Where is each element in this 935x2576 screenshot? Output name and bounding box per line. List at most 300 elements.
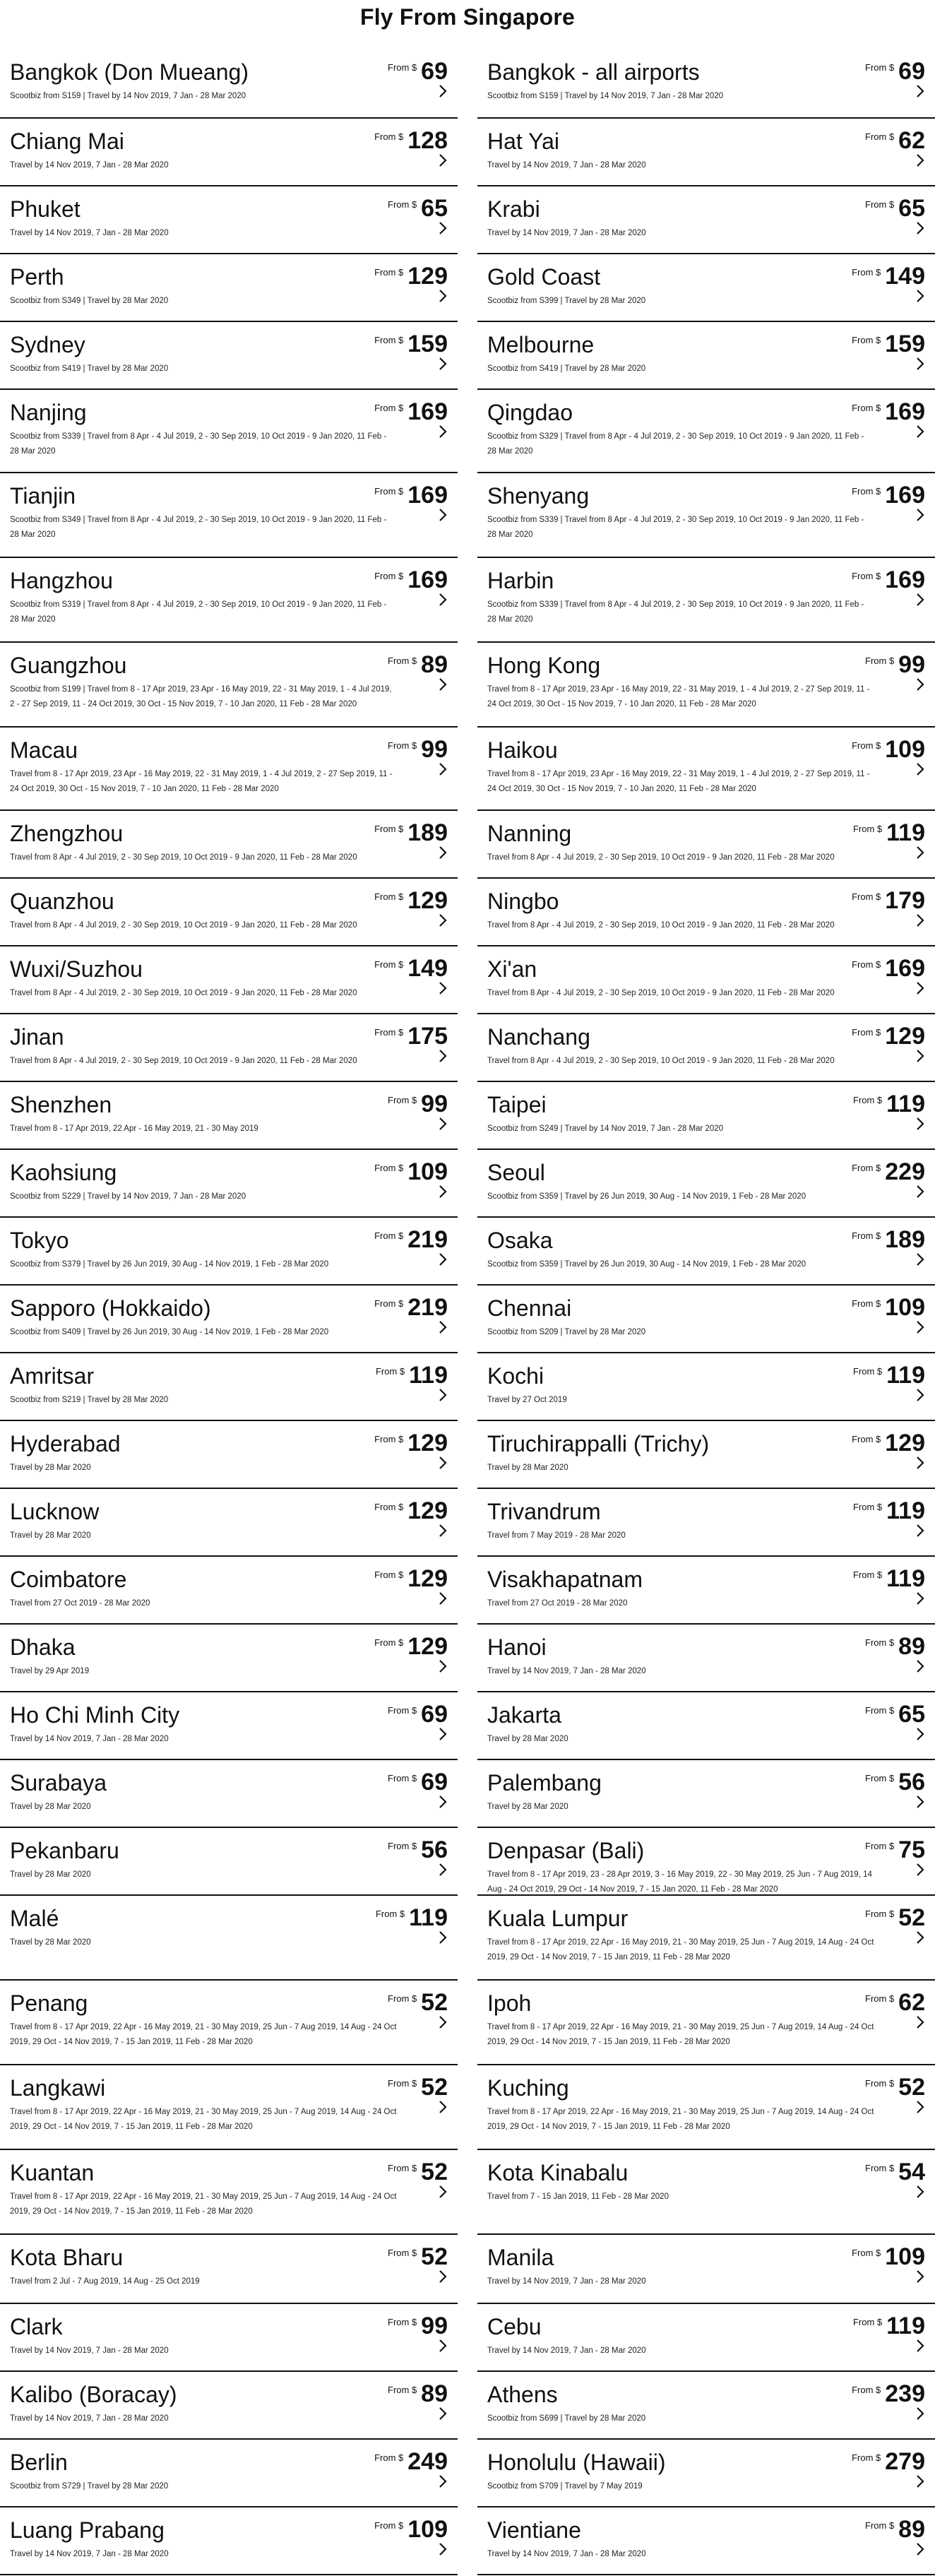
from-label: From $: [374, 1434, 404, 1444]
chevron-right-icon[interactable]: [438, 1862, 448, 1877]
destination-card[interactable]: [477, 2150, 935, 2235]
destination-name[interactable]: Nanning: [487, 821, 572, 846]
destination-card[interactable]: [477, 1557, 935, 1625]
destination-name[interactable]: Hyderabad: [10, 1431, 121, 1456]
destination-name[interactable]: Langkawi: [10, 2075, 106, 2101]
destination-card[interactable]: [477, 1218, 935, 1286]
destination-card[interactable]: [477, 1981, 935, 2065]
chevron-right-icon[interactable]: [438, 2541, 448, 2557]
destination-card[interactable]: [477, 1828, 935, 1896]
destination-name[interactable]: Lucknow: [10, 1499, 100, 1524]
destination-name[interactable]: Sapporo (Hokkaido): [10, 1295, 211, 1321]
destination-card[interactable]: [0, 643, 458, 728]
destination-card[interactable]: [477, 322, 935, 390]
chevron-right-icon[interactable]: [915, 1387, 925, 1403]
price-value: 52: [421, 2243, 448, 2270]
from-label: From $: [374, 571, 404, 581]
destination-name[interactable]: Manila: [487, 2245, 554, 2270]
destination-name[interactable]: Shenyang: [487, 483, 590, 509]
price-value: 279: [885, 2448, 925, 2475]
destination-name[interactable]: Tokyo: [10, 1228, 69, 1253]
chevron-right-icon[interactable]: [438, 592, 448, 607]
destination-name[interactable]: Zhengzhou: [10, 821, 124, 846]
destination-name[interactable]: Trivandrum: [487, 1499, 601, 1524]
destination-card[interactable]: [0, 322, 458, 390]
destination-name[interactable]: Nanchang: [487, 1024, 590, 1050]
destination-card[interactable]: [477, 390, 935, 473]
price-value: 99: [898, 651, 925, 678]
destination-name[interactable]: Haikou: [487, 737, 558, 763]
destination-name[interactable]: Kuala Lumpur: [487, 1906, 629, 1931]
destination-name[interactable]: Osaka: [487, 1228, 553, 1253]
chevron-right-icon[interactable]: [915, 1116, 925, 1132]
price-block: [374, 886, 448, 915]
destination-card[interactable]: [477, 1014, 935, 1082]
destination-card[interactable]: [477, 1421, 935, 1489]
destination-card[interactable]: [0, 1353, 458, 1421]
chevron-right-icon[interactable]: [915, 1319, 925, 1335]
destination-name[interactable]: Denpasar (Bali): [487, 1838, 645, 1863]
from-label: From $: [374, 1298, 404, 1309]
destination-name[interactable]: Jinan: [10, 1024, 64, 1050]
destination-card[interactable]: [0, 1828, 458, 1896]
from-label: From $: [374, 335, 404, 345]
travel-details: Scootbiz from S339 | Travel from 8 Apr - 4 Jul 2019, 2 - 30 Sep 2019, 10 Oct 2019 - 9 Jan 2020, 11 Feb - 28 Mar 2020: [487, 516, 864, 539]
price-value: 189: [407, 819, 448, 846]
destination-name[interactable]: Pekanbaru: [10, 1838, 119, 1863]
price-value: 128: [407, 127, 448, 154]
chevron-right-icon[interactable]: [438, 845, 448, 860]
destination-name[interactable]: Coimbatore: [10, 1567, 127, 1592]
destination-card[interactable]: [477, 1625, 935, 1692]
chevron-right-icon[interactable]: [438, 2474, 448, 2489]
destination-card[interactable]: [477, 1286, 935, 1353]
chevron-right-icon[interactable]: [915, 1862, 925, 1877]
price-value: 119: [409, 1904, 448, 1931]
from-label: From $: [852, 2248, 881, 2258]
from-label: From $: [374, 1569, 404, 1580]
destination-name[interactable]: Sydney: [10, 332, 85, 357]
destination-name[interactable]: Guangzhou: [10, 653, 127, 678]
destination-card[interactable]: [477, 2372, 935, 2440]
destination-card[interactable]: [477, 2304, 935, 2372]
destination-card[interactable]: [0, 1150, 458, 1218]
destination-name[interactable]: Berlin: [10, 2450, 68, 2475]
destination-name[interactable]: Chennai: [487, 1295, 572, 1321]
chevron-right-icon[interactable]: [915, 153, 925, 168]
chevron-right-icon[interactable]: [915, 2269, 925, 2284]
destination-name[interactable]: Ho Chi Minh City: [10, 1702, 180, 1728]
destination-name[interactable]: Seoul: [487, 1160, 545, 1185]
destination-card[interactable]: [0, 49, 458, 119]
travel-details: Travel by 28 Mar 2020: [10, 1531, 91, 1540]
destination-card[interactable]: [477, 2065, 935, 2150]
chevron-right-icon[interactable]: [915, 1930, 925, 1945]
from-label: From $: [852, 1569, 883, 1580]
destination-name[interactable]: Honolulu (Hawaii): [487, 2450, 666, 2475]
chevron-right-icon[interactable]: [438, 153, 448, 168]
destination-name[interactable]: Gold Coast: [487, 264, 601, 290]
travel-details: Scootbiz from S329 | Travel from 8 Apr - 4 Jul 2019, 2 - 30 Sep 2019, 10 Oct 2019 - 9 Jan 2020, 11 Feb - 28 Mar 2020: [487, 432, 864, 456]
destination-card[interactable]: [0, 728, 458, 811]
destination-name[interactable]: Kota Kinabalu: [487, 2160, 629, 2185]
price-block: [388, 1089, 448, 1119]
destination-card[interactable]: [0, 2235, 458, 2304]
destination-card[interactable]: [0, 1625, 458, 1692]
chevron-right-icon[interactable]: [438, 1658, 448, 1674]
from-label: From $: [374, 403, 404, 413]
chevron-right-icon[interactable]: [915, 1523, 925, 1538]
price-value: 99: [421, 2313, 448, 2339]
chevron-right-icon[interactable]: [438, 424, 448, 439]
destination-card[interactable]: [477, 2235, 935, 2304]
destination-name[interactable]: Taipei: [487, 1092, 547, 1117]
travel-details: Travel by 14 Nov 2019, 7 Jan - 28 Mar 2020: [10, 2346, 169, 2355]
from-label: From $: [852, 824, 883, 834]
destination-card[interactable]: [0, 1218, 458, 1286]
from-label: From $: [852, 486, 881, 497]
price-block: [865, 1632, 925, 1661]
chevron-right-icon[interactable]: [438, 2014, 448, 2030]
destination-card[interactable]: [477, 473, 935, 558]
travel-details: Scootbiz from S359 | Travel by 26 Jun 2019, 30 Aug - 14 Nov 2019, 1 Feb - 28 Mar 2020: [487, 1260, 806, 1269]
price-value: 219: [407, 1294, 448, 1321]
destination-card[interactable]: [0, 2440, 458, 2507]
destination-name[interactable]: Tianjin: [10, 483, 76, 509]
travel-details: Travel from 8 - 17 Apr 2019, 22 Apr - 16 May 2019, 21 - 30 May 2019, 25 Jun - 7 Aug 2019, 14 Aug - 24 Oct 2019, 29 Oct - 14 Nov 2019, 7 - 15 Jan 2019, 11 Feb - 28 Mar 2020: [10, 2192, 397, 2216]
destination-name[interactable]: Chiang Mai: [10, 129, 124, 154]
travel-details: Travel by 28 Mar 2020: [487, 1464, 568, 1472]
from-label: From $: [865, 1773, 895, 1783]
destination-card[interactable]: [0, 186, 458, 254]
destination-card[interactable]: [0, 879, 458, 946]
chevron-right-icon[interactable]: [915, 2338, 925, 2354]
destination-name[interactable]: Kaohsiung: [10, 1160, 117, 1185]
destination-name[interactable]: Dhaka: [10, 1634, 76, 1660]
chevron-right-icon[interactable]: [915, 220, 925, 236]
travel-details: Scootbiz from S379 | Travel by 26 Jun 2019, 30 Aug - 14 Nov 2019, 1 Feb - 28 Mar 2020: [10, 1260, 329, 1269]
chevron-right-icon[interactable]: [438, 288, 448, 304]
chevron-right-icon[interactable]: [915, 1184, 925, 1199]
chevron-right-icon[interactable]: [438, 1794, 448, 1810]
destination-card[interactable]: [477, 1692, 935, 1760]
price-block: [865, 57, 925, 86]
travel-details: Travel from 2 Jul - 7 Aug 2019, 14 Aug - 25 Oct 2019: [10, 2277, 200, 2286]
chevron-right-icon[interactable]: [915, 1455, 925, 1471]
destination-name[interactable]: Malé: [10, 1906, 59, 1931]
price-value: 129: [885, 1430, 925, 1456]
destination-card[interactable]: [477, 2440, 935, 2507]
destination-name[interactable]: Wuxi/Suzhou: [10, 956, 143, 982]
chevron-right-icon[interactable]: [915, 2474, 925, 2489]
chevron-right-icon[interactable]: [915, 845, 925, 860]
destination-name[interactable]: Vientiane: [487, 2517, 581, 2543]
destination-card[interactable]: [477, 1489, 935, 1557]
chevron-right-icon[interactable]: [438, 1048, 448, 1064]
destination-name[interactable]: Ningbo: [487, 889, 559, 914]
from-label: From $: [852, 959, 881, 970]
destination-name[interactable]: Kuching: [487, 2075, 569, 2101]
destination-name[interactable]: Hat Yai: [487, 129, 559, 154]
destination-name[interactable]: Shenzhen: [10, 1092, 112, 1117]
chevron-right-icon[interactable]: [915, 2406, 925, 2421]
destination-card[interactable]: [0, 473, 458, 558]
price-value: 149: [885, 263, 925, 290]
chevron-right-icon[interactable]: [438, 1319, 448, 1335]
chevron-right-icon[interactable]: [915, 761, 925, 777]
destination-name[interactable]: Luang Prabang: [10, 2517, 165, 2543]
price-value: 169: [885, 955, 925, 982]
price-block: [374, 1564, 448, 1593]
destination-name[interactable]: Perth: [10, 264, 64, 290]
chevron-right-icon[interactable]: [915, 592, 925, 607]
destination-card[interactable]: [477, 558, 935, 643]
destination-name[interactable]: Phuket: [10, 196, 81, 222]
destination-card[interactable]: [477, 1353, 935, 1421]
destination-name[interactable]: Cebu: [487, 2314, 542, 2339]
price-value: 219: [407, 1226, 448, 1253]
chevron-right-icon[interactable]: [915, 2099, 925, 2115]
destination-card[interactable]: [0, 2304, 458, 2372]
price-value: 69: [421, 58, 448, 85]
from-label: From $: [388, 2248, 417, 2258]
destination-name[interactable]: Xi'an: [487, 956, 537, 982]
destination-card[interactable]: [0, 1760, 458, 1828]
destination-name[interactable]: Bangkok - all airports: [487, 59, 700, 85]
destination-name[interactable]: Visakhapatnam: [487, 1567, 643, 1592]
destination-card[interactable]: [0, 119, 458, 186]
price-block: [388, 1835, 448, 1865]
chevron-right-icon[interactable]: [438, 2099, 448, 2115]
destination-name[interactable]: Palembang: [487, 1770, 602, 1796]
travel-details: Travel from 8 - 17 Apr 2019, 23 - 28 Apr 2019, 3 - 16 May 2019, 22 - 30 May 2019, 25 Jun - 7 Aug 2019, 14 Aug - 24 Oct 2019, 29 Oct - 14 Nov 2019, 7 - 15 Jan 2020, 11 Feb - 28 Mar 2020: [487, 1870, 872, 1894]
price-block: [374, 261, 448, 291]
chevron-right-icon[interactable]: [438, 1252, 448, 1267]
destination-name[interactable]: Hangzhou: [10, 568, 113, 593]
chevron-right-icon[interactable]: [438, 980, 448, 996]
destination-name[interactable]: Kalibo (Boracay): [10, 2382, 177, 2407]
chevron-right-icon[interactable]: [438, 2406, 448, 2421]
chevron-right-icon[interactable]: [915, 424, 925, 439]
travel-details: Travel from 8 - 17 Apr 2019, 23 Apr - 16 May 2019, 22 - 31 May 2019, 1 - 4 Jul 2019, 2 - 27 Sep 2019, 11 - 24 Oct 2019, 30 Oct - 15 Nov 2019, 7 - 10 Jan 2020, 11 Feb - 28 Mar 2020: [10, 770, 393, 793]
travel-details: Travel by 14 Nov 2019, 7 Jan - 28 Mar 2020: [487, 229, 646, 237]
travel-details: Travel from 8 Apr - 4 Jul 2019, 2 - 30 Sep 2019, 10 Oct 2019 - 9 Jan 2020, 11 Feb - 28 Mar 2020: [10, 921, 357, 930]
price-block: [374, 1293, 448, 1322]
chevron-right-icon[interactable]: [438, 1591, 448, 1606]
travel-details: Scootbiz from S419 | Travel by 28 Mar 2020: [487, 364, 646, 373]
from-label: From $: [852, 1230, 881, 1241]
chevron-right-icon[interactable]: [915, 83, 925, 99]
price-value: 109: [407, 1158, 448, 1185]
travel-details: Travel by 29 Apr 2019: [10, 1667, 90, 1675]
travel-details: Travel by 14 Nov 2019, 7 Jan - 28 Mar 2020: [487, 2346, 646, 2355]
chevron-right-icon[interactable]: [915, 1591, 925, 1606]
price-value: 65: [421, 195, 448, 222]
from-label: From $: [852, 2317, 883, 2327]
destination-name[interactable]: Ipoh: [487, 1990, 532, 2016]
chevron-right-icon[interactable]: [915, 1726, 925, 1742]
price-block: [865, 1988, 925, 2017]
destination-card[interactable]: [477, 186, 935, 254]
destination-name[interactable]: Qingdao: [487, 400, 573, 425]
destination-card[interactable]: [0, 2507, 458, 2575]
from-label: From $: [388, 1841, 417, 1851]
destination-name[interactable]: Amritsar: [10, 1363, 95, 1389]
chevron-right-icon[interactable]: [915, 288, 925, 304]
chevron-right-icon[interactable]: [438, 1726, 448, 1742]
destination-name[interactable]: Kuantan: [10, 2160, 95, 2185]
chevron-right-icon[interactable]: [915, 2184, 925, 2200]
from-label: From $: [865, 655, 895, 666]
travel-details: Scootbiz from S339 | Travel from 8 Apr - 4 Jul 2019, 2 - 30 Sep 2019, 10 Oct 2019 - 9 Jan 2020, 11 Feb - 28 Mar 2020: [10, 432, 387, 456]
chevron-right-icon[interactable]: [438, 1523, 448, 1538]
chevron-right-icon[interactable]: [438, 83, 448, 99]
from-label: From $: [374, 1637, 404, 1648]
chevron-right-icon[interactable]: [438, 2269, 448, 2284]
destination-name[interactable]: Jakarta: [487, 1702, 561, 1728]
price-block: [388, 2311, 448, 2341]
destination-card[interactable]: [477, 49, 935, 119]
chevron-right-icon[interactable]: [438, 1116, 448, 1132]
destination-name[interactable]: Surabaya: [10, 1770, 107, 1796]
destination-card[interactable]: [0, 1896, 458, 1981]
price-value: 52: [421, 2159, 448, 2185]
chevron-right-icon[interactable]: [438, 1930, 448, 1945]
destination-card[interactable]: [477, 2507, 935, 2575]
destination-name[interactable]: Kochi: [487, 1363, 544, 1389]
destination-grid: [0, 49, 935, 2575]
price-value: 52: [898, 2074, 925, 2101]
chevron-right-icon[interactable]: [915, 677, 925, 692]
from-label: From $: [852, 335, 881, 345]
chevron-right-icon[interactable]: [915, 1252, 925, 1267]
from-label: From $: [865, 1637, 895, 1648]
chevron-right-icon[interactable]: [915, 507, 925, 523]
destination-card[interactable]: [0, 1981, 458, 2065]
chevron-right-icon[interactable]: [915, 2014, 925, 2030]
destination-card[interactable]: [0, 254, 458, 322]
destination-name[interactable]: Melbourne: [487, 332, 595, 357]
travel-details: Travel from 8 Apr - 4 Jul 2019, 2 - 30 Sep 2019, 10 Oct 2019 - 9 Jan 2020, 11 Feb - 28 Mar 2020: [487, 921, 835, 930]
destination-card[interactable]: [0, 390, 458, 473]
travel-details: Travel from 8 - 17 Apr 2019, 22 Apr - 16 May 2019, 21 - 30 May 2019, 25 Jun - 7 Aug 2019, 14 Aug - 24 Oct 2019, 29 Oct - 14 Nov 2019, 7 - 15 Jan 2019, 11 Feb - 28 Mar 2020: [10, 2108, 397, 2131]
chevron-right-icon[interactable]: [915, 1048, 925, 1064]
destination-card[interactable]: [477, 946, 935, 1014]
destination-card[interactable]: [477, 879, 935, 946]
destination-card[interactable]: [477, 1150, 935, 1218]
destination-card[interactable]: [0, 1692, 458, 1760]
price-value: 129: [885, 1023, 925, 1050]
destination-name[interactable]: Bangkok (Don Mueang): [10, 59, 249, 85]
price-block: [852, 2379, 925, 2409]
from-label: From $: [865, 1705, 895, 1716]
chevron-right-icon[interactable]: [438, 1184, 448, 1199]
destination-card[interactable]: [477, 643, 935, 728]
from-label: From $: [865, 1993, 895, 2004]
destination-card[interactable]: [0, 946, 458, 1014]
destination-card[interactable]: [477, 811, 935, 879]
destination-card[interactable]: [0, 1014, 458, 1082]
destination-card[interactable]: [477, 254, 935, 322]
price-block: [852, 735, 925, 764]
destination-card[interactable]: [0, 558, 458, 643]
destination-name[interactable]: Clark: [10, 2314, 63, 2339]
chevron-right-icon[interactable]: [438, 913, 448, 928]
from-label: From $: [852, 1095, 883, 1105]
chevron-right-icon[interactable]: [438, 761, 448, 777]
destination-card[interactable]: [0, 1286, 458, 1353]
chevron-right-icon[interactable]: [438, 2338, 448, 2354]
destination-card[interactable]: [477, 1896, 935, 1981]
price-value: 159: [407, 331, 448, 357]
destination-card[interactable]: [0, 1421, 458, 1489]
destination-name[interactable]: Athens: [487, 2382, 558, 2407]
destination-name[interactable]: Hanoi: [487, 1634, 547, 1660]
chevron-right-icon[interactable]: [438, 220, 448, 236]
chevron-right-icon[interactable]: [915, 980, 925, 996]
chevron-right-icon[interactable]: [915, 913, 925, 928]
destination-name[interactable]: Tiruchirappalli (Trichy): [487, 1431, 710, 1456]
travel-details: Scootbiz from S709 | Travel by 7 May 2019: [487, 2482, 643, 2491]
chevron-right-icon[interactable]: [915, 1794, 925, 1810]
chevron-right-icon[interactable]: [915, 356, 925, 372]
destination-card[interactable]: [0, 811, 458, 879]
price-block: [852, 1428, 925, 1458]
chevron-right-icon[interactable]: [438, 356, 448, 372]
price-block: [374, 2515, 448, 2544]
destination-card[interactable]: [0, 1082, 458, 1150]
destination-name[interactable]: Penang: [10, 1990, 88, 2016]
destination-card[interactable]: [477, 1082, 935, 1150]
destination-name[interactable]: Krabi: [487, 196, 540, 222]
destination-name[interactable]: Macau: [10, 737, 78, 763]
travel-details: Scootbiz from S409 | Travel by 26 Jun 2019, 30 Aug - 14 Nov 2019, 1 Feb - 28 Mar 2020: [10, 1328, 329, 1336]
destination-name[interactable]: Hong Kong: [487, 653, 601, 678]
destination-name[interactable]: Nanjing: [10, 400, 87, 425]
destination-name[interactable]: Harbin: [487, 568, 554, 593]
destination-card[interactable]: [0, 1557, 458, 1625]
price-block: [388, 2157, 448, 2187]
destination-card[interactable]: [0, 2065, 458, 2150]
destination-name[interactable]: Kota Bharu: [10, 2245, 124, 2270]
price-value: 119: [886, 1565, 925, 1592]
chevron-right-icon[interactable]: [438, 2184, 448, 2200]
destination-card[interactable]: [0, 2150, 458, 2235]
price-value: 69: [898, 58, 925, 85]
destination-card[interactable]: [477, 728, 935, 811]
from-label: From $: [852, 1298, 881, 1309]
price-block: [388, 2072, 448, 2102]
travel-details: Travel by 14 Nov 2019, 7 Jan - 28 Mar 2020: [10, 2550, 169, 2558]
chevron-right-icon[interactable]: [915, 1658, 925, 1674]
destination-card[interactable]: [477, 1760, 935, 1828]
price-block: [865, 194, 925, 223]
destination-card[interactable]: [0, 1489, 458, 1557]
chevron-right-icon[interactable]: [438, 1455, 448, 1471]
price-value: 119: [409, 1362, 448, 1389]
chevron-right-icon[interactable]: [438, 677, 448, 692]
destination-card[interactable]: [477, 119, 935, 186]
price-value: 52: [421, 2074, 448, 2101]
travel-details: Scootbiz from S159 | Travel by 14 Nov 2019, 7 Jan - 28 Mar 2020: [487, 92, 724, 100]
chevron-right-icon[interactable]: [915, 2541, 925, 2557]
destination-card[interactable]: [0, 2372, 458, 2440]
destination-name[interactable]: Quanzhou: [10, 889, 114, 914]
from-label: From $: [375, 1909, 405, 1919]
chevron-right-icon[interactable]: [438, 507, 448, 523]
chevron-right-icon[interactable]: [438, 1387, 448, 1403]
price-block: [852, 1293, 925, 1322]
